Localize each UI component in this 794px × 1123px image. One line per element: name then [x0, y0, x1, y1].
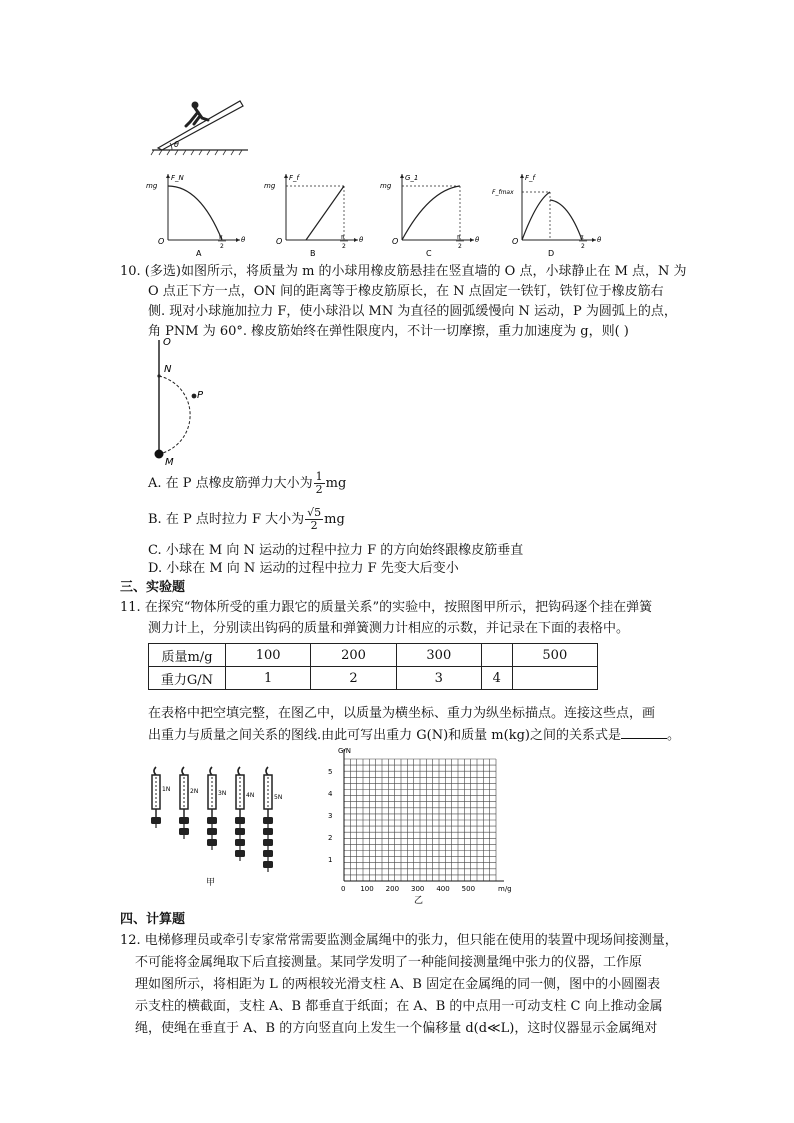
y-axis-label: F_N [171, 174, 184, 182]
x-mark-num: π [457, 234, 461, 241]
table-row [149, 644, 598, 667]
graph-c [374, 170, 484, 258]
x-tick-label: 500 [461, 885, 476, 893]
x-tick-label: 200 [385, 885, 400, 893]
q10-line-1: 10. (多选)如图所示，将质量为 m 的小球用橡皮筋悬挂在竖直墙的 O 点，小球静止在 M 点，N 为 [120, 264, 687, 279]
label-o: O [163, 337, 171, 348]
graph-caption: A [196, 249, 202, 258]
spring-scale [263, 767, 282, 872]
origin-label: O [158, 237, 165, 246]
graph-d [492, 170, 607, 258]
q12-line-1: 12. 电梯修理员或牵引专家常常需要监测金属绳中的张力，但只能在使用的装置中现场间接测量， [120, 933, 678, 948]
fig-jia-springs [140, 765, 290, 890]
x-axis-label: θ [475, 236, 480, 244]
y-axis-label: F_f [289, 174, 299, 182]
y-tick-label: 5 [328, 768, 333, 777]
x-mark-den: 2 [220, 243, 224, 250]
graph-a [140, 170, 250, 258]
spring-reading: 1N [162, 786, 171, 793]
x-mark-den: 2 [581, 243, 585, 250]
q10-line-2: O 点正下方一点，ON 间的距离等于橡皮筋原长，在 N 点固定一铁钉，铁钉位于橡皮筋右 [148, 284, 664, 299]
point-p [192, 394, 197, 399]
fig-jia-caption: 甲 [206, 878, 216, 888]
origin-label: O [512, 237, 519, 246]
table-cell: 4 [481, 667, 512, 690]
q11-line-2: 测力计上，分别读出钩码的质量和弹簧测力计相应的示数，并记录在下面的表格中。 [148, 621, 630, 636]
x-tick-label: 100 [360, 885, 374, 893]
spring-reading: 2N [190, 788, 199, 795]
y-tick-label: 4 [328, 790, 333, 799]
origin-label: O [276, 237, 283, 246]
table-cell: 300 [396, 644, 481, 667]
graph-caption: D [548, 249, 555, 258]
y-axis-label: G_1 [405, 174, 419, 182]
y-mark-label: F_fmax [492, 189, 514, 196]
q10-line-4: 角 PNM 为 60°. 橡皮筋始终在弹性限度内，不计一切摩擦，重力加速度为 g，则( ) [148, 324, 629, 339]
ground-hatch [151, 150, 248, 155]
spring-scale [207, 767, 226, 850]
x-mark-num: π [580, 234, 584, 241]
q12-line-3: 理如图所示，将相距为 L 的两根较光滑支柱 A、B 固定在金属绳的同一侧，图中的小圆圈表 [135, 977, 661, 992]
fraction: $\frac{1}{2}$ [315, 470, 323, 496]
answer-blank[interactable] [621, 726, 667, 739]
q10-option-d: D. 小球在 M 向 N 运动的过程中拉力 F 先变大后变小 [148, 561, 459, 576]
x-axis-label: θ [241, 236, 246, 244]
label-p: P [197, 390, 204, 401]
table-cell: 1 [226, 667, 311, 690]
label-n: N [164, 364, 172, 375]
table-cell: 200 [311, 644, 396, 667]
section-heading-4: 四、计算题 [120, 912, 186, 927]
x-tick-label: 0 [341, 885, 346, 893]
spring-reading: 3N [218, 790, 227, 797]
origin-label: O [392, 237, 399, 246]
graph-caption: C [426, 249, 432, 258]
q11-after-line-1: 在表格中把空填完整，在图乙中，以质量为横坐标、重力为纵坐标描点。连接这些点，画 [148, 706, 656, 721]
spring-scale [151, 767, 170, 828]
ball-m [155, 450, 164, 459]
curve-a [168, 186, 222, 240]
table-cell: 2 [311, 667, 396, 690]
spring-reading: 5N [274, 794, 283, 801]
y-tick-label: 1 [328, 856, 333, 865]
y-mark-label: mg [380, 182, 392, 190]
spring-scale [179, 767, 198, 839]
incline-plank [158, 101, 243, 150]
curve-c [402, 186, 460, 240]
x-mark-num: π [341, 234, 345, 241]
x-tick-label: 300 [411, 885, 425, 893]
y-mark-label: mg [146, 182, 158, 190]
x-axis-label: m/g [498, 885, 512, 893]
table-cell: 3 [396, 667, 481, 690]
angle-label: θ [174, 140, 179, 149]
graph-b [258, 170, 368, 258]
x-mark-den: 2 [342, 243, 346, 250]
table-cell-blank[interactable] [512, 667, 597, 690]
x-axis-label: θ [597, 236, 602, 244]
label-m: M [165, 457, 174, 466]
table-cell-blank[interactable] [481, 644, 512, 667]
q10-option-c: C. 小球在 M 向 N 运动的过程中拉力 F 的方向始终跟橡皮筋垂直 [148, 543, 524, 558]
fig-yi-grid [318, 745, 528, 905]
q11-table [148, 643, 598, 690]
q10-option-b: B. 在 P 点时拉力 F 大小为 $\frac{√5}{2}$ mg [148, 506, 345, 532]
fraction: $\frac{√5}{2}$ [307, 506, 322, 532]
section-heading-3: 三、实验题 [120, 580, 186, 595]
x-mark-num: π [219, 234, 223, 241]
table-cell: 500 [512, 644, 597, 667]
q11-line-1: 11. 在探究“物体所受的重力跟它的质量关系”的实验中，按照图甲所示，把钩码逐个挂在弹簧 [120, 600, 653, 615]
q12-line-4: 示支柱的横截面，支柱 A、B 都垂直于纸面；在 A、B 的中点用一可动支柱 C 向上推动金属 [135, 999, 663, 1014]
q10-option-a: A. 在 P 点橡皮筋弹力大小为 $\frac{1}{2}$ mg [148, 470, 347, 496]
dashed-arc [159, 376, 190, 454]
q11-after-line-2: 出重力与质量之间关系的图线.由此可写出重力 G(N)和质量 m(kg)之间的关系式是 。 [148, 728, 680, 743]
q12-line-2: 不可能将金属绳取下后直接测量。某同学发明了一种能间接测量绳中张力的仪器，工作原 [135, 955, 643, 970]
table-head-cell: 重力G/N [149, 667, 226, 690]
spring-reading: 4N [246, 792, 255, 799]
table-row [149, 667, 598, 690]
y-mark-label: mg [264, 182, 276, 190]
x-tick-label: 400 [436, 885, 450, 893]
graph-caption: B [310, 249, 316, 258]
curve-d-fall [550, 200, 582, 240]
x-axis-label: θ [359, 236, 364, 244]
x-mark-den: 2 [458, 243, 462, 250]
q12-line-5: 绳，使绳在垂直于 A、B 的方向竖直向上发生一个偏移量 d(d≪L)，这时仪器显示金属绳对 [135, 1021, 658, 1036]
curve-d-rise [522, 192, 550, 240]
table-head-cell: 质量m/g [149, 644, 226, 667]
table-cell: 100 [226, 644, 311, 667]
q10-line-3: 侧. 现对小球施加拉力 F，使小球沿以 MN 为直径的圆弧缓慢向 N 运动，P 为圆弧上的点， [148, 304, 677, 319]
fig-yi-caption: 乙 [414, 896, 424, 905]
spring-scale [235, 767, 254, 861]
y-tick-label: 2 [328, 834, 333, 843]
incline-figure [150, 98, 250, 158]
y-tick-label: 3 [328, 812, 333, 821]
y-axis-label: G/N [338, 747, 352, 755]
line-b [306, 186, 344, 240]
y-axis-label: F_f [525, 174, 535, 182]
q10-figure [148, 336, 218, 466]
